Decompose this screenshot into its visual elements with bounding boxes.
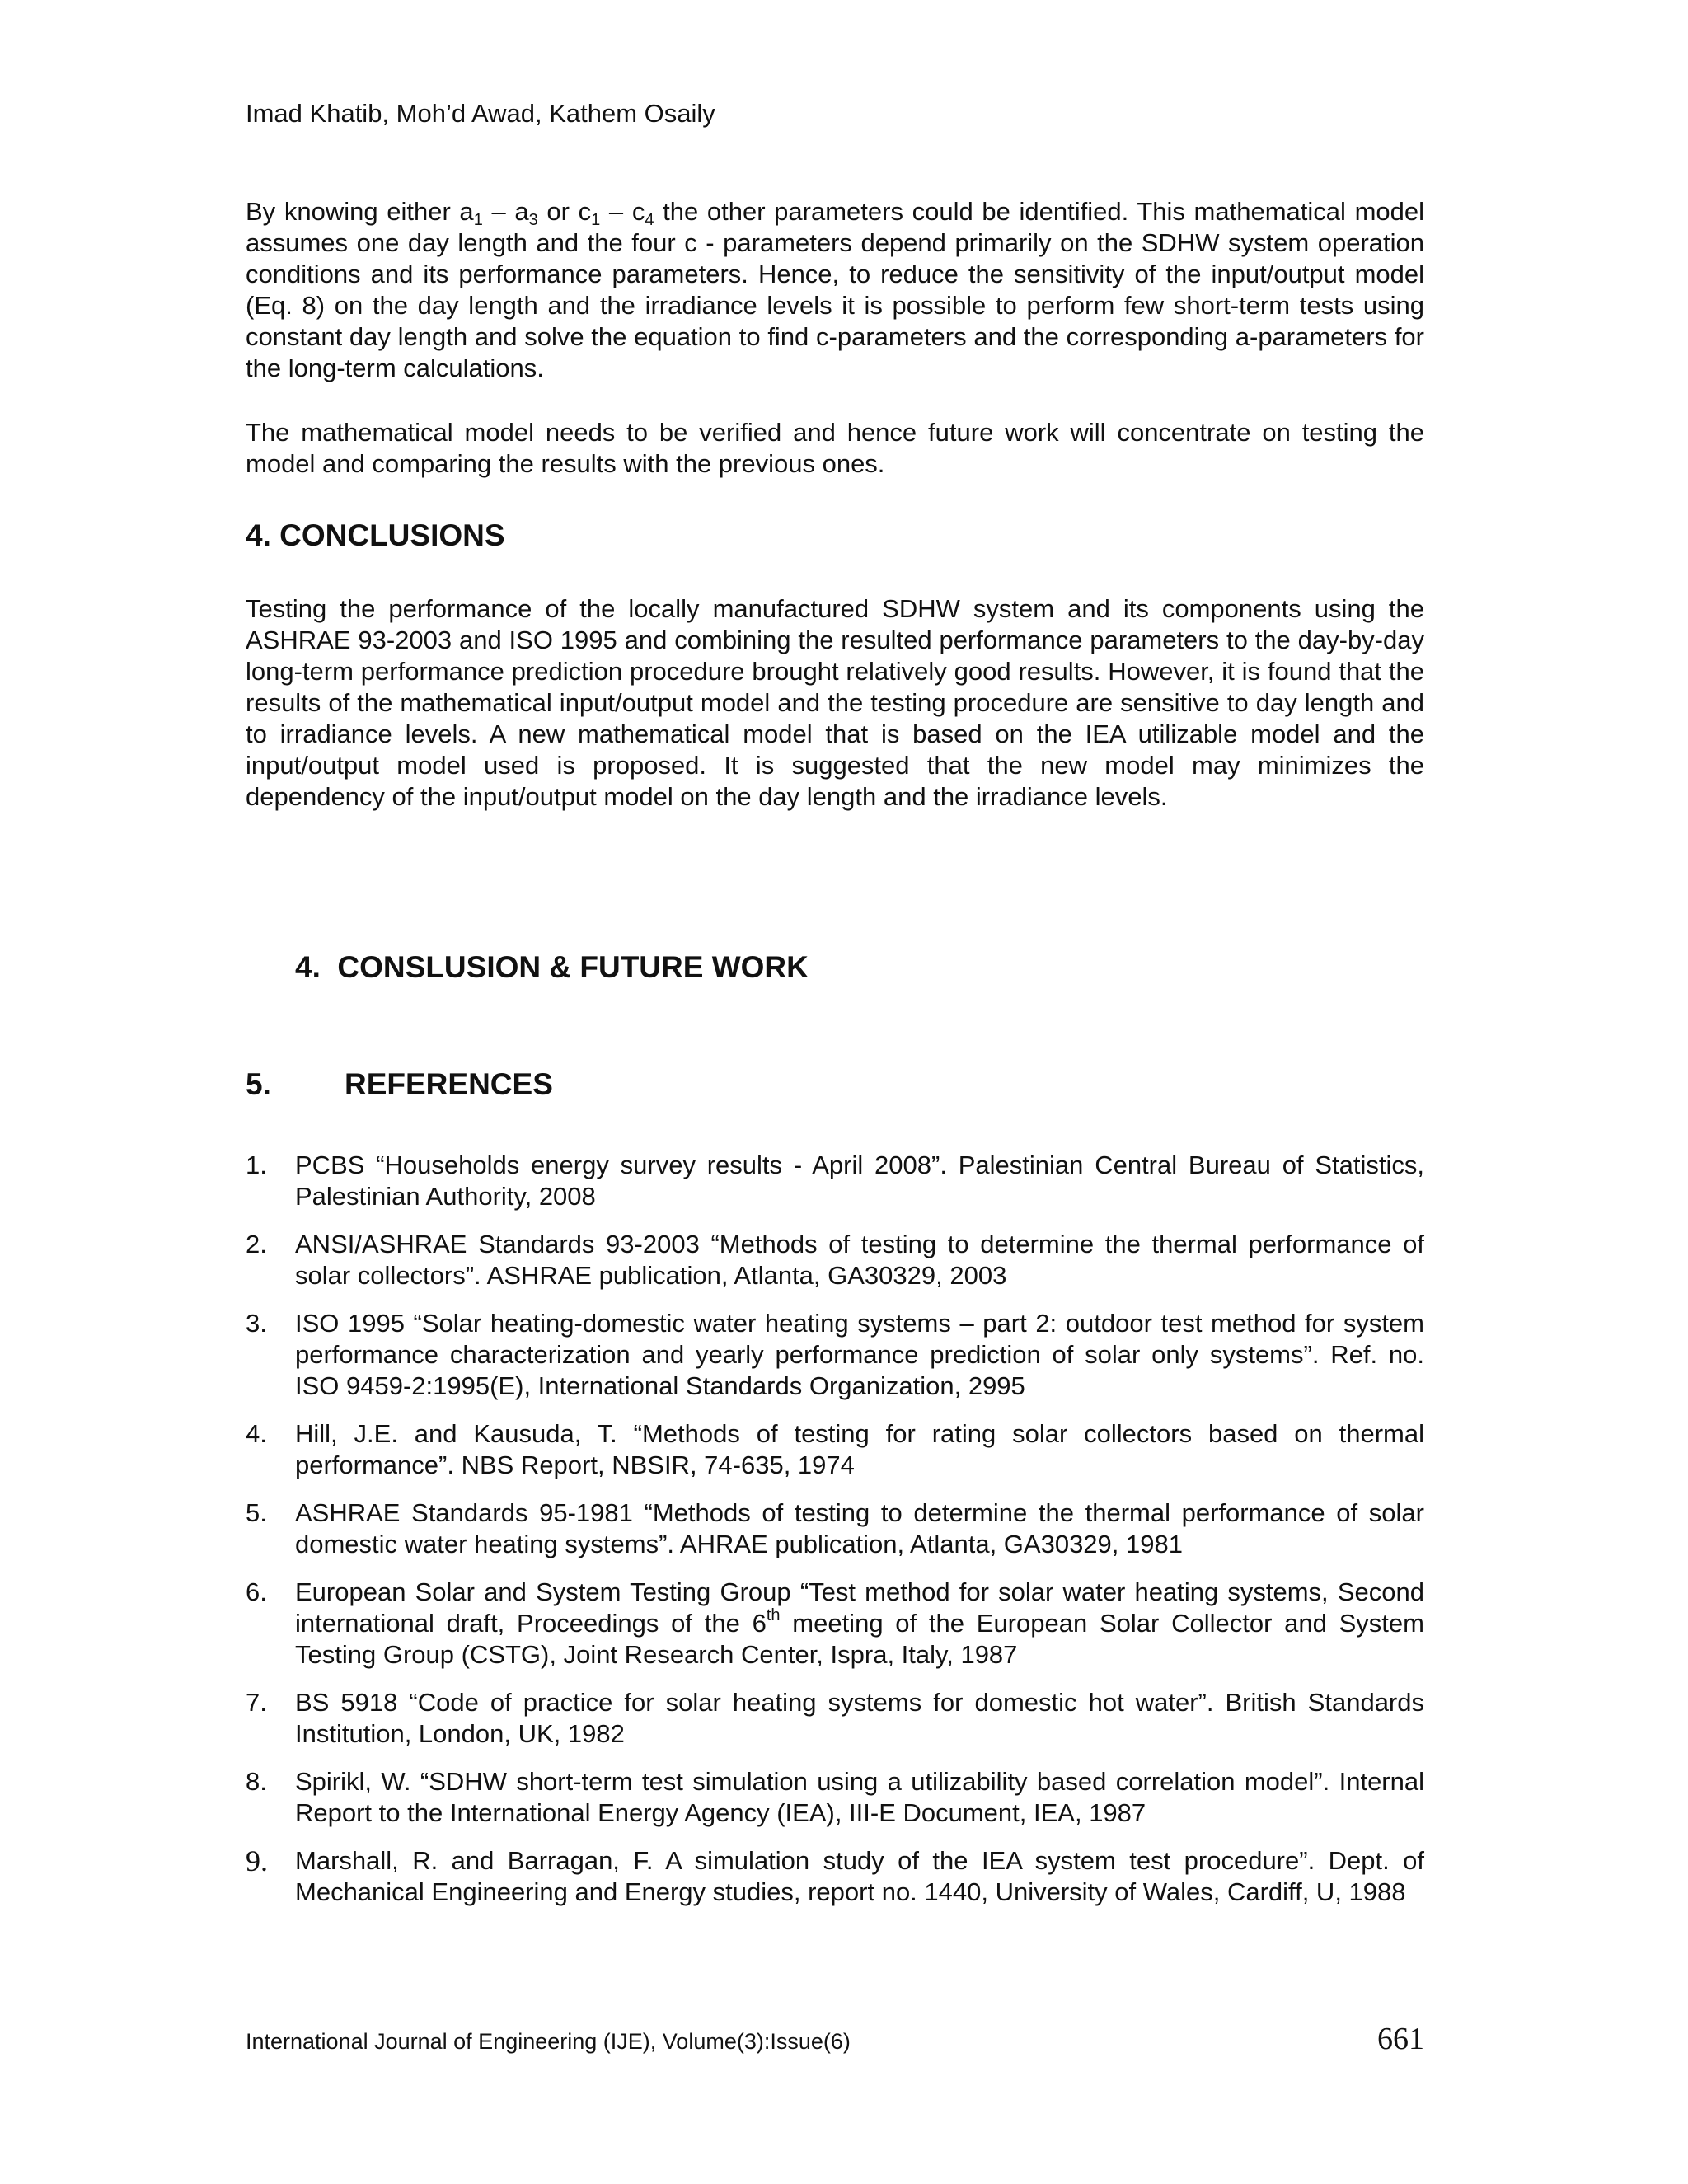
text-run: the other parameters could be identified. This mathematical model assumes one day length and the four c - parameters depend primarily on the SDHW system operation conditions and its performance parameters. Hence, to reduce the sensitivity of the input/output model (Eq. 8) on the day length and the irradiance levels it is possible to perform few short-term tests using constant day length and solve the equation to find c-parameters and the corresponding a-parameters for the long-term calculations. xyxy=(246,197,1425,382)
subscript: 3 xyxy=(528,211,538,229)
reference-text: ANSI/ASHRAE Standards 93-2003 “Methods of testing to determine the thermal performance of solar collectors”. ASHRAE publication, Atlanta, GA30329, 2003 xyxy=(295,1230,1424,1290)
reference-number: 7. xyxy=(246,1688,267,1717)
paragraph-model-parameters xyxy=(246,196,1424,384)
reference-text: BS 5918 “Code of practice for solar heating systems for domestic hot water”. British Standards Institution, London, UK, 1982 xyxy=(295,1688,1424,1748)
paper-page xyxy=(246,0,1424,2184)
paragraph-conclusions: Testing the performance of the locally manufactured SDHW system and its components using the ASHRAE 93-2003 and ISO 1995 and combining the resulted performance parameters to the day-by-day long-term performance prediction procedure brought relatively good results. However, it is found that the results of the mathematical input/output model and the testing procedure are sensitive to day length and to irradiance levels. A new mathematical model that is based on the IEA utilizable model and the input/output model used is proposed. It is suggested that the new model may minimizes the dependency of the input/output model on the day length and the irradiance levels. xyxy=(246,594,1424,811)
heading-number: 4. xyxy=(295,950,321,984)
reference-item xyxy=(246,1845,1424,1908)
paragraph-future-verification: The mathematical model needs to be verified and hence future work will concentrate on testing the model and comparing the results with the previous ones. xyxy=(246,418,1424,478)
heading-references xyxy=(246,1066,553,1103)
reference-number: 2. xyxy=(246,1230,267,1258)
text-run: – c xyxy=(600,197,645,226)
reference-text: European Solar and System Testing Group “Test method for solar water heating systems, Second international draft, Proceedings of the 6 xyxy=(295,1577,1424,1638)
reference-number: 1. xyxy=(246,1151,267,1179)
subscript: 4 xyxy=(645,211,654,229)
reference-item xyxy=(246,1229,1424,1291)
heading-title: REFERENCES xyxy=(345,1067,553,1101)
text-run: or c xyxy=(537,197,592,226)
reference-text: Marshall, R. and Barragan, F. A simulation study of the IEA system test procedure”. Dept. of Mechanical Engineering and Energy studies, report no. 1440, University of Wales, Cardiff, U, 1988 xyxy=(295,1846,1424,1906)
reference-list xyxy=(246,1150,1424,1924)
superscript: th xyxy=(766,1606,781,1624)
footer-page-number: 661 xyxy=(1377,2022,1424,2056)
reference-number: 6. xyxy=(246,1577,267,1606)
heading-future-work xyxy=(295,949,809,986)
reference-text: Hill, J.E. and Kausuda, T. “Methods of testing for rating solar collectors based on thermal performance”. NBS Report, NBSIR, 74-635, 1974 xyxy=(295,1419,1424,1479)
reference-text: Spirikl, W. “SDHW short-term test simulation using a utilizability based correlation model”. Internal Report to the International Energy Agency (IEA), III-E Document, IEA, 1987 xyxy=(295,1767,1424,1827)
reference-number: 3. xyxy=(246,1309,267,1338)
reference-item xyxy=(246,1577,1424,1671)
reference-number: 4. xyxy=(246,1419,267,1448)
running-head-authors: Imad Khatib, Moh’d Awad, Kathem Osaily xyxy=(246,99,715,128)
reference-text: ASHRAE Standards 95-1981 “Methods of testing to determine the thermal performance of solar domestic water heating systems”. AHRAE publication, Atlanta, GA30329, 1981 xyxy=(295,1498,1424,1558)
reference-text: meeting of the European Solar Collector and System Testing Group (CSTG), Joint Research Center, Ispra, Italy, 1987 xyxy=(295,1609,1424,1669)
reference-text: PCBS “Households energy survey results - April 2008”. Palestinian Central Bureau of Statistics, Palestinian Authority, 2008 xyxy=(295,1151,1424,1211)
text-run: – a xyxy=(482,197,529,226)
reference-number: 5. xyxy=(246,1498,267,1527)
reference-item xyxy=(246,1497,1424,1560)
reference-item xyxy=(246,1150,1424,1212)
reference-item xyxy=(246,1687,1424,1750)
heading-title: CONSLUSION & FUTURE WORK xyxy=(337,950,809,984)
reference-text: ISO 1995 “Solar heating-domestic water heating systems – part 2: outdoor test method for system performance characterization and yearly performance prediction of solar only systems”. Ref. no. ISO 9459-2:1995(E), International Standards Organization, 2995 xyxy=(295,1309,1424,1400)
reference-item xyxy=(246,1766,1424,1829)
reference-number: 8. xyxy=(246,1767,267,1796)
text-run: By knowing either a xyxy=(246,197,474,226)
reference-item xyxy=(246,1308,1424,1402)
footer-journal: International Journal of Engineering (IJE), Volume(3):Issue(6) xyxy=(246,2029,851,2054)
reference-item xyxy=(246,1418,1424,1481)
heading-conclusions: 4. CONCLUSIONS xyxy=(246,518,505,552)
reference-number: 9. xyxy=(246,1844,268,1877)
heading-number: 5. xyxy=(246,1067,271,1101)
subscript: 1 xyxy=(591,211,601,229)
subscript: 1 xyxy=(473,211,483,229)
